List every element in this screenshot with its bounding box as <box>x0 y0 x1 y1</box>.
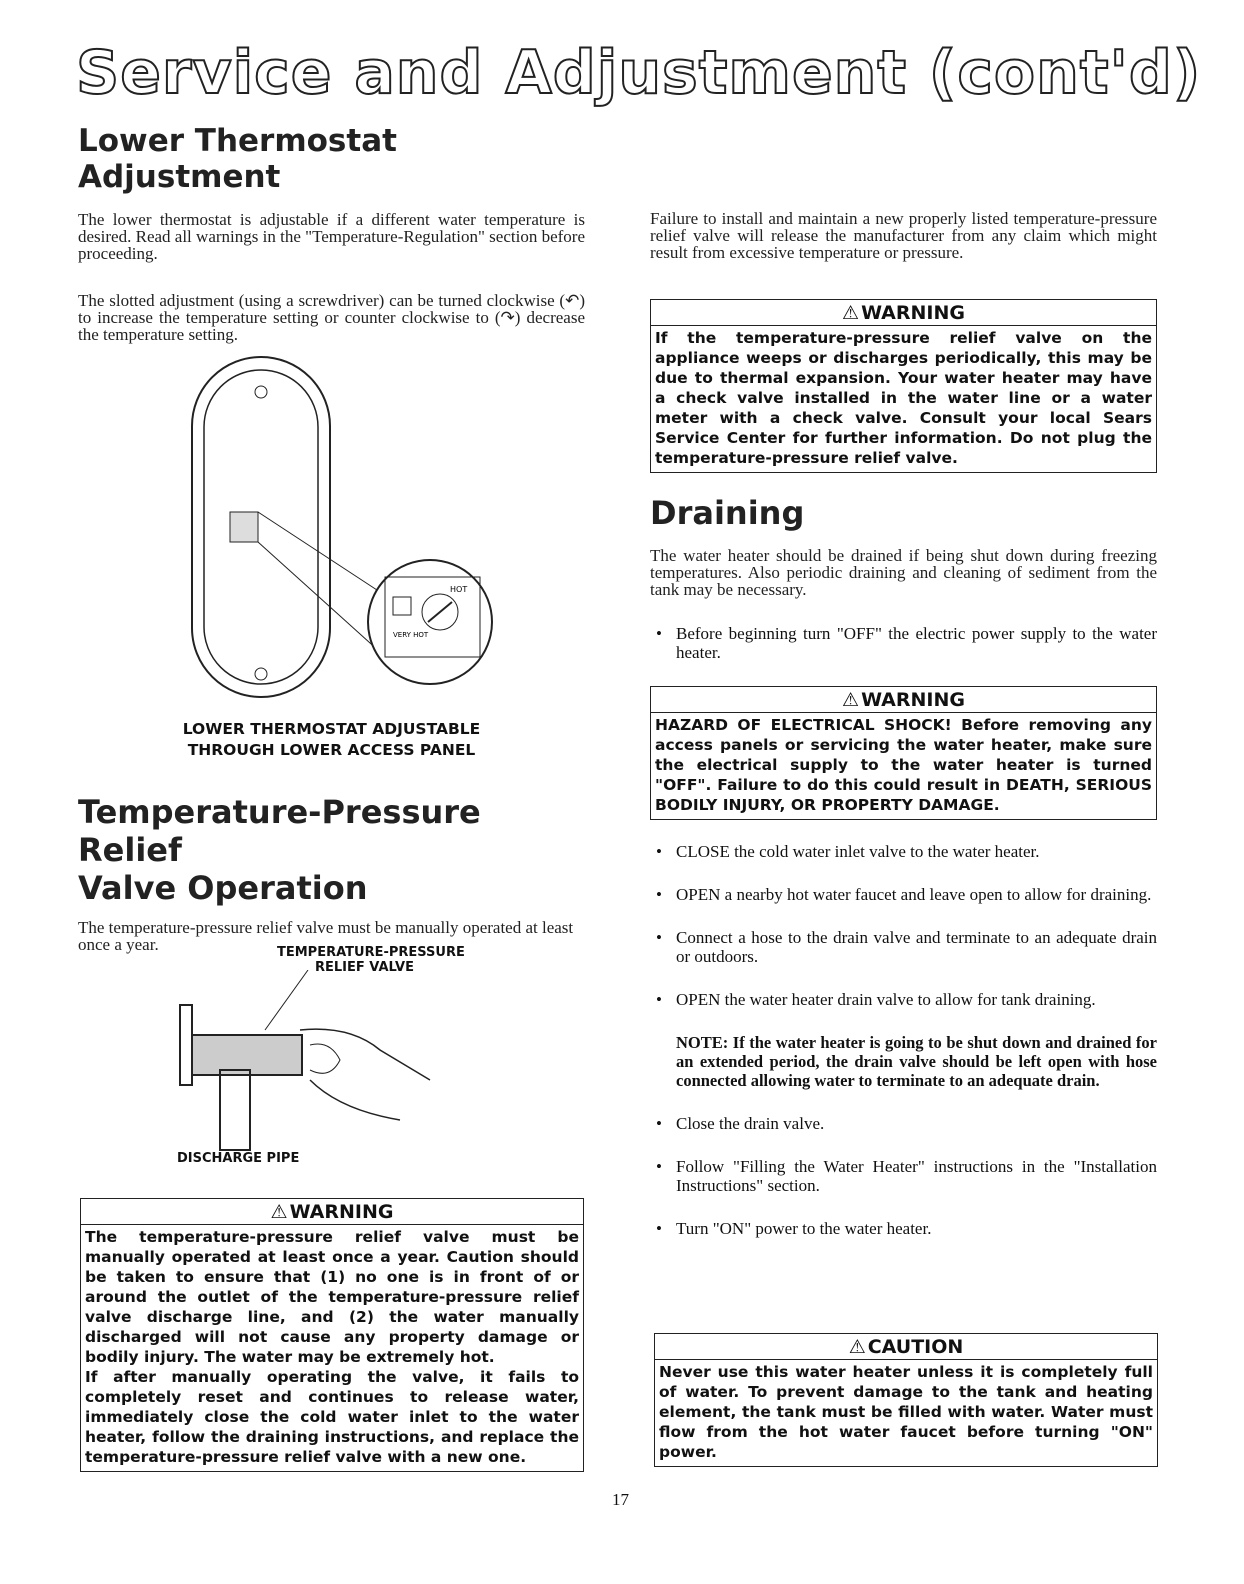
heading-line: Adjustment <box>78 159 281 195</box>
draining-bullets-intro <box>650 624 1157 662</box>
hot-label: HOT <box>450 585 468 594</box>
page-number: 17 <box>612 1490 629 1509</box>
list-item: • Turn "ON" power to the water heater. <box>650 1219 1157 1238</box>
page-title: Service and Adjustment (cont'd) <box>76 38 1202 108</box>
warning-body <box>81 1225 583 1471</box>
warning-box-thermal-expansion <box>650 299 1157 473</box>
caution-box <box>654 1333 1158 1467</box>
warning-triangle-icon: ⚠ <box>842 689 860 711</box>
heading-line: Temperature-Pressure Relief <box>78 793 481 869</box>
section-heading-lower-thermostat <box>78 123 585 195</box>
warning-triangle-icon: ⚠ <box>270 1201 288 1223</box>
left-column <box>78 123 585 343</box>
warning-header-text: WARNING <box>861 302 965 324</box>
caution-body: Never use this water heater unless it is completely full of water. To prevent damage to the tank and heating element, the tank must be filled with water. Water must flow from the hot water faucet before turning "ON" power. <box>659 1363 1153 1461</box>
warning-box-tp-relief <box>80 1198 584 1472</box>
warning-triangle-icon: ⚠ <box>848 1336 866 1358</box>
list-item: • OPEN a nearby hot water faucet and leave open to allow for draining. <box>650 885 1157 904</box>
warning-header-text: WARNING <box>861 689 965 711</box>
heading-line: Valve Operation <box>78 869 368 907</box>
list-item: • Follow "Filling the Water Heater" instructions in the "Installation Instructions" section. <box>650 1157 1157 1195</box>
discharge-pipe-label: DISCHARGE PIPE <box>177 1151 300 1166</box>
heading-line: Lower Thermostat <box>78 123 397 159</box>
relief-valve-diagram <box>170 970 450 1155</box>
caution-header-text: CAUTION <box>867 1336 964 1358</box>
warning-body-para: The temperature-pressure relief valve must be manually operated at least once a year. Caution should be taken to ensure that (1) no one is in front of or around the outlet of the temperature-pressure relief valve discharge line, and (2) the water manually discharged will not cause any property damage or bodily injury. The water may be extremely hot. <box>85 1228 579 1366</box>
lower-thermostat-para1: The lower thermostat is adjustable if a different water temperature is desired. Read all warnings in the "Temperature-Regulation" section before proceeding. <box>78 210 585 263</box>
draining-steps <box>650 842 1157 1009</box>
draining-steps-final <box>650 1114 1157 1238</box>
very-hot-label: VERY HOT <box>393 631 429 639</box>
right-column <box>650 210 1157 1262</box>
warning-header-text: WARNING <box>289 1201 394 1223</box>
warning-header <box>81 1199 583 1225</box>
tp-relief-para: The temperature-pressure relief valve must be manually operated at least once a year. <box>78 918 574 954</box>
label-line: RELIEF VALVE <box>315 960 414 975</box>
draining-note: NOTE: If the water heater is going to be shut down and drained for an extended period, the drain valve should be left open with hose connected allowing water to terminate to an adequate drain. <box>676 1033 1157 1090</box>
list-item: • Before beginning turn "OFF" the electric power supply to the water heater. <box>650 624 1157 662</box>
warning-header <box>651 300 1156 326</box>
thermostat-diagram <box>180 352 525 707</box>
warning-header <box>651 687 1156 713</box>
warning-body-para: If after manually operating the valve, it fails to completely reset and continues to release water, immediately close the cold water inlet to the water heater, follow the draining instructions, and replace the temperature-pressure relief valve with a new one. <box>85 1368 579 1466</box>
list-item: • OPEN the water heater drain valve to allow for tank draining. <box>650 990 1157 1009</box>
label-line: TEMPERATURE-PRESSURE <box>277 945 465 960</box>
caption-line: LOWER THERMOSTAT ADJUSTABLE <box>182 720 481 738</box>
thermostat-figure-caption <box>78 719 585 761</box>
caution-header <box>655 1334 1157 1360</box>
tp-relief-section <box>78 793 585 953</box>
draining-para: The water heater should be drained if being shut down during freezing temperatures. Also periodic draining and cleaning of sediment from the tank may be necessary. <box>650 546 1157 599</box>
caption-line: THROUGH LOWER ACCESS PANEL <box>187 741 476 759</box>
list-item: • CLOSE the cold water inlet valve to the water heater. <box>650 842 1157 861</box>
warning-box-electrical-shock <box>650 686 1157 820</box>
warning-body: If the temperature-pressure relief valve on the appliance weeps or discharges periodically, this may be due to thermal expansion. Your water heater may have a check valve installed in the water line or a water meter with a check valve. Consult your local Sears Service Center for further information. Do not plug the temperature-pressure relief valve. <box>655 329 1152 467</box>
list-item: • Close the drain valve. <box>650 1114 1157 1133</box>
lower-thermostat-para2: The slotted adjustment (using a screwdriver) can be turned clockwise (↶) to increase the temperature setting or counter clockwise to (↷) decrease the temperature setting. <box>78 291 585 344</box>
warning-body: HAZARD OF ELECTRICAL SHOCK! Before removing any access panels or servicing the water heater, make sure the electrical supply to the water heater is turned "OFF". Failure to do this could result in DEATH, SERIOUS BODILY INJURY, OR PROPERTY DAMAGE. <box>655 716 1152 814</box>
list-item: • Connect a hose to the drain valve and terminate to an adequate drain or outdoors. <box>650 928 1157 966</box>
warning-triangle-icon: ⚠ <box>842 302 860 324</box>
failure-para: Failure to install and maintain a new properly listed temperature-pressure relief valve will release the manufacturer from any claim which might result from excessive temperature or pressure. <box>650 209 1157 262</box>
section-heading-tp-relief <box>78 793 585 907</box>
section-heading-draining: Draining <box>650 494 805 532</box>
